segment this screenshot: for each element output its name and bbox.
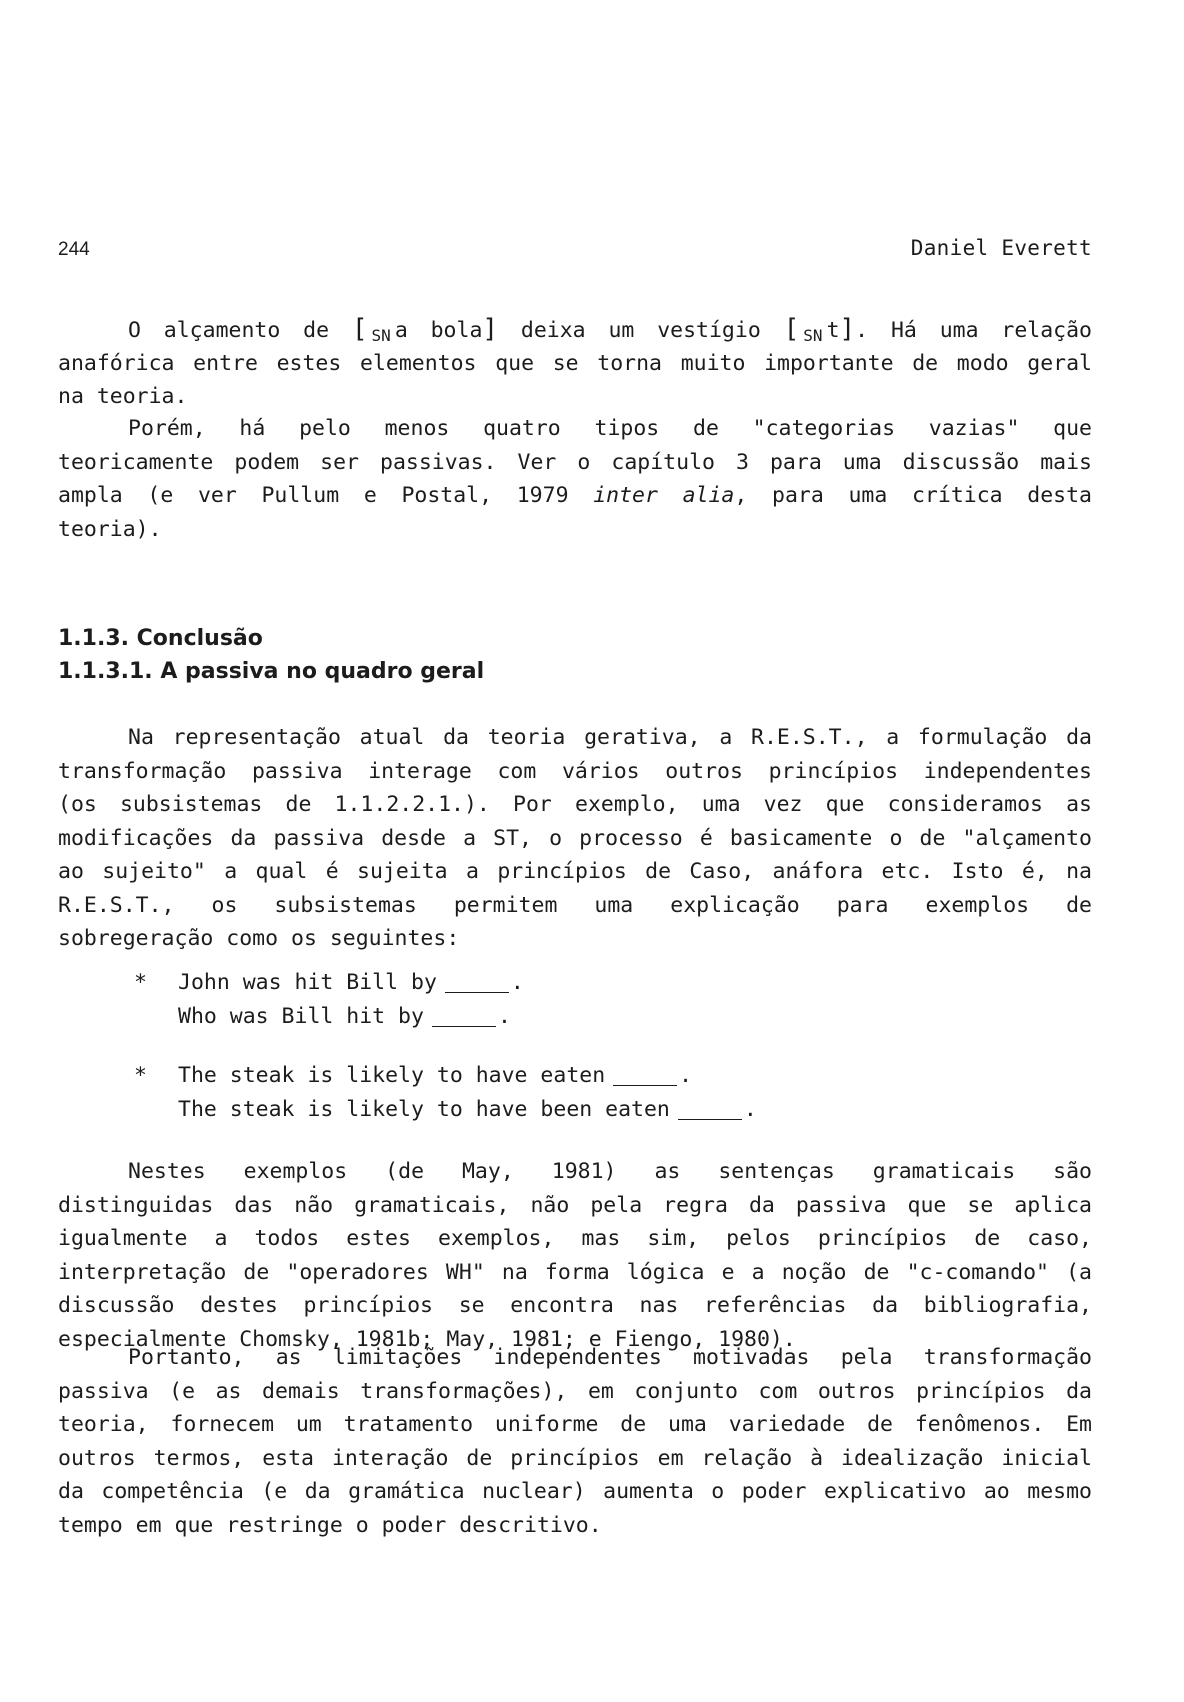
para1-line-1: O alçamento de [ $_{SN}$ a bola] deixa um vestígio [ $_{SN}$ t]. Há uma relação bbox=[128, 314, 1092, 345]
paragraph-3 bbox=[58, 721, 1092, 956]
para1-line-2: anafórica entre estes elementos que se torna muito importante de modo geral bbox=[58, 350, 1092, 376]
para4-line: especialmente Chomsky, 1981b; May, 1981; e Fiengo, 1980). bbox=[58, 1326, 796, 1352]
para2-line-2: teoricamente podem ser passivas. Ver o capítulo 3 para uma discussão mais bbox=[58, 449, 1092, 475]
ungrammatical-marker: * bbox=[134, 1063, 147, 1088]
para5-line: teoria, fornecem um tratamento uniforme de uma variedade de fenômenos. Em bbox=[58, 1412, 1092, 1437]
example-line: Who was Bill hit by . bbox=[178, 1003, 511, 1029]
para3-line: R.E.S.T., os subsistemas permitem uma explicação para exemplos de bbox=[58, 892, 1092, 918]
gap-blank bbox=[678, 1097, 742, 1120]
example-group-2 bbox=[134, 1059, 757, 1126]
para5-line: outros termos, esta interação de princípios em relação à idealização inicial bbox=[58, 1445, 1092, 1471]
gap-blank bbox=[432, 1004, 496, 1027]
paragraph-1 bbox=[58, 313, 1092, 414]
subsection-heading: 1.1.3.1. A passiva no quadro geral bbox=[58, 659, 485, 684]
example-line: * The steak is likely to have eaten . bbox=[134, 1059, 757, 1093]
para3-line: sobregeração como os seguintes: bbox=[58, 926, 460, 951]
para2-line-3: ampla (e ver Pullum e Postal, 1979 inter alia, para uma crítica desta bbox=[58, 483, 1092, 508]
running-head-author: Daniel Everett bbox=[910, 236, 1092, 260]
ungrammatical-marker: * bbox=[134, 970, 147, 995]
para5-line: passiva (e as demais transformações), em conjunto com outros princípios da bbox=[58, 1378, 1092, 1404]
gap-blank bbox=[613, 1063, 677, 1086]
gap-blank bbox=[445, 970, 509, 993]
section-heading: 1.1.3. Conclusão bbox=[58, 626, 263, 651]
example-line: The steak is likely to have been eaten . bbox=[178, 1096, 757, 1122]
para4-line: Nestes exemplos (de May, 1981) as sentenças gramaticais são bbox=[128, 1159, 1092, 1184]
para3-line: modificações da passiva desde a ST, o processo é basicamente o de "alçamento bbox=[58, 825, 1092, 851]
page-number: 244 bbox=[58, 239, 90, 260]
para3-line: (os subsistemas de 1.1.2.2.1.). Por exemplo, uma vez que consideramos as bbox=[58, 792, 1092, 817]
paragraph-2 bbox=[58, 412, 1092, 546]
para4-line: igualmente a todos estes exemplos, mas sim, pelos princípios de caso, bbox=[58, 1226, 1092, 1251]
para1-line-3: na teoria. bbox=[58, 384, 188, 409]
para4-line: discussão destes princípios se encontra nas referências da bibliografia, bbox=[58, 1293, 1092, 1318]
para5-line: tempo em que restringe o poder descritivo. bbox=[58, 1512, 602, 1538]
para2-line-4: teoria). bbox=[58, 516, 162, 542]
paragraph-5 bbox=[58, 1341, 1092, 1542]
example-group-1 bbox=[134, 966, 524, 1033]
para4-line: distinguidas das não gramaticais, não pela regra da passiva que se aplica bbox=[58, 1192, 1092, 1218]
example-line: * John was hit Bill by . bbox=[134, 966, 524, 1000]
page-header bbox=[58, 236, 1092, 261]
para3-line: transformação passiva interage com vários outros princípios independentes bbox=[58, 758, 1092, 784]
para5-line: Portanto, as limitações independentes motivadas pela transformação bbox=[128, 1345, 1092, 1370]
para3-line: ao sujeito" a qual é sujeita a princípios de Caso, anáfora etc. Isto é, na bbox=[58, 859, 1092, 884]
para5-line: da competência (e da gramática nuclear) aumenta o poder explicativo ao mesmo bbox=[58, 1479, 1092, 1504]
para3-line: Na representação atual da teoria gerativa, a R.E.S.T., a formulação da bbox=[128, 725, 1092, 750]
para4-line: interpretação de "operadores WH" na forma lógica e a noção de "c-comando" (a bbox=[58, 1259, 1092, 1285]
para2-line-1: Porém, há pelo menos quatro tipos de "categorias vazias" que bbox=[128, 416, 1092, 441]
paragraph-4 bbox=[58, 1155, 1092, 1356]
